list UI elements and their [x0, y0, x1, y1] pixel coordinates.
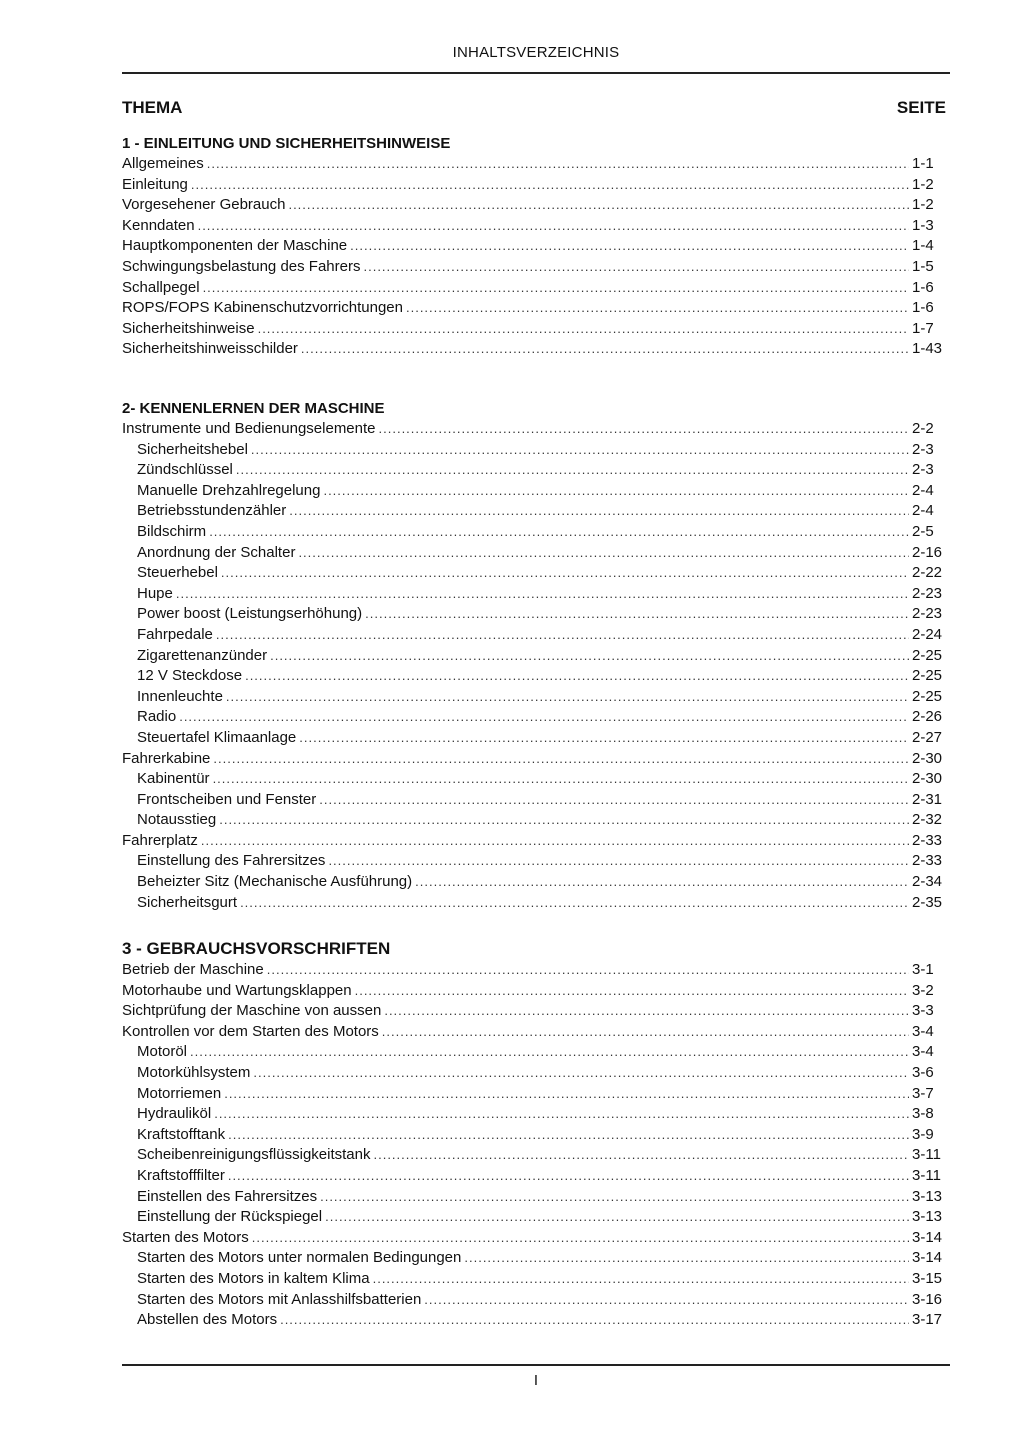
toc-entry-title: Motorhaube und Wartungsklappen: [122, 981, 352, 999]
toc-entry[interactable]: [122, 236, 946, 257]
toc-entry-page: 2-16: [912, 543, 943, 561]
toc-entry-title: Abstellen des Motors: [137, 1311, 278, 1329]
toc-section-1: [122, 134, 946, 360]
toc-entry-page: 1-7: [912, 319, 934, 337]
toc-entry[interactable]: [122, 1001, 946, 1022]
toc-entry[interactable]: [122, 216, 946, 237]
toc-entry[interactable]: [122, 481, 946, 502]
dot-leader: [415, 872, 909, 893]
toc-entry-page: 2-22: [912, 564, 943, 582]
dot-leader: [176, 584, 909, 605]
toc-entry[interactable]: [122, 154, 946, 175]
dot-leader: [213, 749, 909, 770]
toc-entry-page: 1-5: [912, 257, 934, 275]
dot-leader: [203, 278, 909, 299]
dot-leader: [190, 1042, 909, 1063]
toc-entry[interactable]: [122, 1290, 946, 1311]
dot-leader: [236, 460, 909, 481]
toc-entry-page: 3-4: [912, 1022, 934, 1040]
toc-entry-title: Notausstieg: [137, 811, 217, 829]
toc-entry-title: Sichtprüfung der Maschine von aussen: [122, 1002, 382, 1020]
toc-entry-title: Motorkühlsystem: [137, 1063, 251, 1081]
toc-entry[interactable]: [122, 501, 946, 522]
toc-entry-title: Sicherheitshinweisschilder: [122, 340, 298, 358]
toc-entry-page: 2-23: [912, 605, 943, 623]
toc-entry[interactable]: [122, 563, 946, 584]
column-heading-topic: THEMA: [122, 98, 183, 117]
header-rule: [122, 72, 950, 74]
dot-leader: [382, 1022, 909, 1043]
toc-section-2: [122, 399, 946, 913]
toc-entry-title: Schallpegel: [122, 278, 200, 296]
section-title: 3 - GEBRAUCHSVORSCHRIFTEN: [122, 939, 391, 958]
toc-entry[interactable]: [122, 1022, 946, 1043]
toc-entry-page: 3-14: [912, 1249, 943, 1267]
toc-entry[interactable]: [122, 298, 946, 319]
toc-entry-title: Einstellung des Fahrersitzes: [137, 852, 326, 870]
dot-leader: [213, 769, 909, 790]
toc-entry-title: Fahrerkabine: [122, 749, 211, 767]
toc-entry-page: 2-30: [912, 770, 943, 788]
dot-leader: [320, 1187, 909, 1208]
toc-entry-title: Schwingungsbelastung des Fahrers: [122, 257, 361, 275]
toc-entry[interactable]: [122, 893, 946, 914]
dot-leader: [424, 1290, 909, 1311]
toc-entry[interactable]: [122, 604, 946, 625]
toc-entry-title: Kraftstofffilter: [137, 1166, 225, 1184]
toc-entry[interactable]: [122, 195, 946, 216]
toc-entry[interactable]: [122, 1310, 946, 1331]
toc-entry[interactable]: [122, 1269, 946, 1290]
dot-leader: [299, 728, 909, 749]
toc-entry[interactable]: [122, 646, 946, 667]
toc-entry[interactable]: [122, 543, 946, 564]
toc-entry-title: Einleitung: [122, 175, 188, 193]
toc-entry[interactable]: [122, 339, 946, 360]
toc-entry-title: Einstellung der Rückspiegel: [137, 1208, 323, 1226]
toc-entry-page: 2-35: [912, 893, 943, 911]
dot-leader: [301, 339, 909, 360]
toc-entry-page: 2-4: [912, 481, 934, 499]
dot-leader: [365, 604, 909, 625]
dot-leader: [464, 1248, 909, 1269]
page-header-title: INHALTSVERZEICHNIS: [452, 44, 620, 61]
toc-entry-page: 3-3: [912, 1002, 934, 1020]
toc-entry-title: Power boost (Leistungserhöhung): [137, 605, 363, 623]
toc-entry-title: Allgemeines: [122, 155, 204, 172]
dot-leader: [406, 298, 909, 319]
toc-entry-page: 2-4: [912, 502, 934, 520]
dot-leader: [355, 981, 909, 1002]
toc-entry[interactable]: [122, 1207, 946, 1228]
toc-entry-title: Zigarettenanzünder: [137, 646, 268, 664]
toc-entry-page: 1-6: [912, 299, 934, 317]
toc-entry-title: Motoröl: [137, 1043, 188, 1061]
dot-leader: [373, 1145, 909, 1166]
toc-entry[interactable]: [122, 1248, 946, 1269]
dot-leader: [240, 893, 909, 914]
dot-leader: [258, 319, 909, 340]
toc-entry-title: Hauptkomponenten der Maschine: [122, 237, 348, 255]
toc-entry[interactable]: [122, 419, 946, 440]
toc-entry-title: Starten des Motors unter normalen Bedingungen: [137, 1249, 462, 1267]
toc-entry-page: 2-33: [912, 852, 943, 870]
toc-entry[interactable]: [122, 960, 946, 981]
toc-entry-title: Zündschlüssel: [137, 461, 233, 479]
toc-entry-page: 2-5: [912, 522, 934, 540]
toc-entry-page: 2-26: [912, 708, 943, 726]
toc-entry-page: 3-17: [912, 1311, 943, 1329]
page-number: I: [533, 1372, 539, 1389]
toc-entry[interactable]: [122, 175, 946, 196]
toc-entry-page: 2-23: [912, 584, 943, 602]
toc-entry-page: 3-15: [912, 1269, 943, 1287]
toc-entry[interactable]: [122, 851, 946, 872]
toc-entry-page: 2-31: [912, 790, 943, 808]
dot-leader: [363, 257, 909, 278]
toc-entry-page: 1-2: [912, 175, 934, 193]
toc-entry-page: 2-34: [912, 873, 943, 891]
dot-leader: [198, 216, 909, 237]
dot-leader: [328, 851, 909, 872]
toc-entry-page: 1-3: [912, 216, 934, 234]
toc-entry-title: Scheibenreinigungsflüssigkeitstank: [137, 1146, 371, 1164]
dot-leader: [325, 1207, 909, 1228]
dot-leader: [350, 236, 909, 257]
toc-entry-page: 1-1: [912, 155, 934, 172]
toc-entry[interactable]: [122, 257, 946, 278]
toc-entry-page: 3-8: [912, 1105, 934, 1123]
toc-entry[interactable]: [122, 1125, 946, 1146]
toc-entry-title: Starten des Motors mit Anlasshilfsbatterien: [137, 1290, 422, 1308]
toc-entry[interactable]: [122, 749, 946, 770]
dot-leader: [228, 1166, 909, 1187]
dot-leader: [267, 960, 909, 981]
toc-entry-page: 2-27: [912, 728, 943, 746]
dot-leader: [379, 419, 909, 440]
toc-entry[interactable]: [122, 1063, 946, 1084]
dot-leader: [216, 625, 909, 646]
column-heading-page: SEITE: [896, 98, 946, 117]
dot-leader: [270, 646, 909, 667]
toc-entry-title: 12 V Steckdose: [137, 667, 243, 685]
toc-entry-title: Bildschirm: [137, 522, 207, 540]
toc-entry-title: Kraftstofftank: [137, 1125, 226, 1143]
toc-entry[interactable]: [122, 440, 946, 461]
dot-leader: [298, 543, 909, 564]
toc-entry[interactable]: [122, 1145, 946, 1166]
toc-entry-title: Frontscheiben und Fenster: [137, 790, 317, 808]
dot-leader: [252, 1228, 909, 1249]
toc-entry[interactable]: [122, 981, 946, 1002]
toc-entry-title: Motorriemen: [137, 1084, 222, 1102]
toc-entry-page: 2-3: [912, 440, 934, 458]
toc-entry-title: Hupe: [137, 584, 173, 602]
toc-entry-title: Anordnung der Schalter: [137, 543, 296, 561]
toc-entry-title: Kenndaten: [122, 216, 195, 234]
toc-entry-title: Sicherheitsgurt: [137, 893, 238, 911]
toc-entry-title: Starten des Motors in kaltem Klima: [137, 1269, 370, 1287]
dot-leader: [201, 831, 909, 852]
dot-leader: [224, 1084, 909, 1105]
toc-entry-page: 3-11: [912, 1166, 941, 1184]
toc-entry-page: 3-4: [912, 1043, 934, 1061]
toc-entry[interactable]: [122, 1187, 946, 1208]
dot-leader: [289, 501, 909, 522]
toc-entry[interactable]: [122, 769, 946, 790]
footer-rule: [122, 1364, 950, 1366]
toc-entry-title: Radio: [137, 708, 177, 726]
toc-entry-title: Fahrerplatz: [122, 831, 198, 849]
toc-entry-page: 2-3: [912, 461, 934, 479]
toc-entry-title: Einstellen des Fahrersitzes: [137, 1187, 318, 1205]
section-title: 1 - EINLEITUNG UND SICHERHEITSHINWEISE: [122, 135, 451, 152]
toc-entry[interactable]: [122, 1166, 946, 1187]
dot-leader: [253, 1063, 909, 1084]
toc-entry-page: 3-1: [912, 961, 934, 978]
toc-entry[interactable]: [122, 278, 946, 299]
toc-entry-page: 3-13: [912, 1187, 943, 1205]
toc-entry-title: Sicherheitshebel: [137, 440, 248, 458]
toc-entry[interactable]: [122, 1084, 946, 1105]
dot-leader: [384, 1001, 909, 1022]
toc-entry-page: 1-4: [912, 237, 934, 255]
toc-entry-page: 3-16: [912, 1290, 943, 1308]
toc-entry-title: Beheizter Sitz (Mechanische Ausführung): [137, 873, 413, 891]
toc-entry-title: Fahrpedale: [137, 625, 213, 643]
toc-entry[interactable]: [122, 810, 946, 831]
toc-entry-title: Kontrollen vor dem Starten des Motors: [122, 1022, 379, 1040]
toc-entry-page: 3-14: [912, 1228, 943, 1246]
toc-entry-page: 2-25: [912, 667, 943, 685]
toc-entry-page: 2-25: [912, 646, 943, 664]
toc-entry-title: Manuelle Drehzahlregelung: [137, 481, 321, 499]
toc-entry[interactable]: [122, 319, 946, 340]
toc-entry-page: 3-9: [912, 1125, 934, 1143]
column-headings: [122, 98, 946, 118]
toc-entry-title: Innenleuchte: [137, 687, 223, 705]
toc-entry-page: 1-6: [912, 278, 934, 296]
toc-entry-page: 2-30: [912, 749, 943, 767]
toc-entry[interactable]: [122, 790, 946, 811]
dot-leader: [245, 666, 909, 687]
toc-entry[interactable]: [122, 728, 946, 749]
toc-entry-page: 3-11: [912, 1146, 941, 1164]
dot-leader: [323, 481, 909, 502]
dot-leader: [214, 1104, 909, 1125]
toc-entry[interactable]: [122, 1228, 946, 1249]
toc-entry-page: 2-32: [912, 811, 943, 829]
toc-entry-page: 2-25: [912, 687, 943, 705]
section-title: 2- KENNENLERNEN DER MASCHINE: [122, 400, 385, 417]
dot-leader: [207, 154, 909, 175]
dot-leader: [373, 1269, 909, 1290]
toc-entry[interactable]: [122, 625, 946, 646]
dot-leader: [280, 1310, 909, 1331]
toc-entry-page: 2-24: [912, 625, 943, 643]
dot-leader: [179, 707, 909, 728]
toc-entry-title: Betriebsstundenzähler: [137, 502, 287, 520]
dot-leader: [226, 687, 909, 708]
toc-entry[interactable]: [122, 831, 946, 852]
toc-entry-title: Sicherheitshinweise: [122, 319, 255, 337]
dot-leader: [319, 790, 909, 811]
toc-entry[interactable]: [122, 707, 946, 728]
toc-entry-title: ROPS/FOPS Kabinenschutzvorrichtungen: [122, 299, 403, 317]
toc-entry-page: 1-43: [912, 340, 943, 358]
dot-leader: [219, 810, 909, 831]
toc-entry-page: 3-7: [912, 1084, 934, 1102]
toc-entry-page: 2-2: [912, 420, 934, 437]
dot-leader: [251, 440, 909, 461]
toc-entry[interactable]: [122, 522, 946, 543]
toc-entry[interactable]: [122, 460, 946, 481]
toc-entry-title: Steuertafel Klimaanlage: [137, 728, 297, 746]
dot-leader: [209, 522, 909, 543]
dot-leader: [288, 195, 909, 216]
toc-entry[interactable]: [122, 666, 946, 687]
toc-entry-title: Hydrauliköl: [137, 1105, 212, 1123]
toc-entry-title: Kabinentür: [137, 770, 210, 788]
toc-entry-title: Starten des Motors: [122, 1228, 249, 1246]
toc-entry[interactable]: [122, 1104, 946, 1125]
dot-leader: [228, 1125, 909, 1146]
toc-entry-page: 2-33: [912, 831, 943, 849]
toc-entry[interactable]: [122, 584, 946, 605]
dot-leader: [221, 563, 909, 584]
toc-entry[interactable]: [122, 1042, 946, 1063]
toc-entry[interactable]: [122, 687, 946, 708]
toc-entry[interactable]: [122, 872, 946, 893]
toc-entry-page: 3-6: [912, 1063, 934, 1081]
toc-entry-page: 3-2: [912, 981, 934, 999]
toc-section-3: [122, 938, 946, 1331]
dot-leader: [191, 175, 909, 196]
toc-entry-title: Vorgesehener Gebrauch: [122, 196, 286, 214]
toc-entry-title: Betrieb der Maschine: [122, 961, 264, 978]
toc-entry-title: Steuerhebel: [137, 564, 218, 582]
toc-entry-page: 3-13: [912, 1208, 943, 1226]
toc-entry-title: Instrumente und Bedienungselemente: [122, 420, 376, 437]
toc-entry-page: 1-2: [912, 196, 934, 214]
